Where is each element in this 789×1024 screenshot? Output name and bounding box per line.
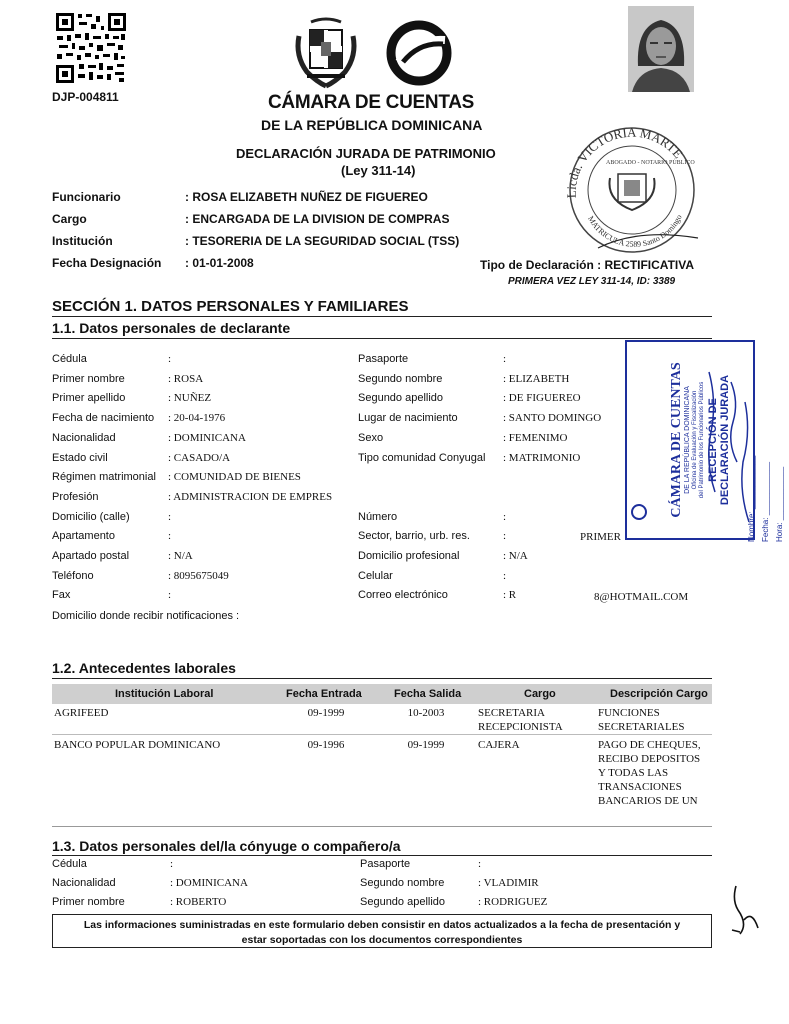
section2-rule [52,678,712,679]
label-funcionario: Funcionario [52,190,121,204]
personal-field-label: Estado civil [52,451,108,464]
personal-field-label: Régimen matrimonial [52,471,156,484]
margin-initials [728,880,764,940]
spouse-field-label: Primer nombre [52,896,125,908]
personal-field-value: : ROSA [168,372,204,385]
work-cell-in: 09-1996 [307,739,345,751]
personal-field-value: : [503,510,507,523]
spouse-field-value: : [478,858,482,870]
personal-field-value: : FEMENIMO [503,431,568,444]
personal-field-label: Cédula [52,353,87,365]
declarant-photo [628,6,694,92]
stamp-line5: RECEPCIÓN DE [707,398,719,482]
work-cell-desc: FUNCIONES SECRETARIALES [598,707,685,733]
spouse-field-label: Segundo nombre [360,877,445,889]
work-cell-out: 09-1999 [407,739,445,751]
spouse-field-value: : VLADIMIR [478,877,539,889]
personal-field-label: Sector, barrio, urb. res. [358,530,470,543]
work-row-divider [52,734,712,735]
personal-field-label: Fecha de nacimiento [52,412,155,425]
org-subtitle: DE LA REPÚBLICA DOMINICANA [261,117,483,133]
seal-text-bottom: MATRICULA 2589 Santo Domingo [586,213,684,249]
personal-field-label: Apartado postal [52,550,130,562]
spouse-field-label: Cédula [52,858,87,870]
section3-rule [52,855,712,856]
work-cell-desc: PAGO DE CHEQUES, RECIBO DEPOSITOS Y TODAS LAS TRANSACIONES BANCARIOS DE UN [598,739,701,807]
th-institucion: Institución Laboral [115,688,214,700]
notice-line2: estar soportadas con los documentos correspondientes [241,934,523,946]
personal-field-label: Nacionalidad [52,431,116,444]
personal-field-value: : DE FIGUEREO [503,392,581,405]
work-cell-inst: BANCO POPULAR DOMINICANO [54,739,221,751]
stamp-line2: DE LA REPÚBLICA DOMINICANA [684,386,691,494]
personal-field-label: Tipo comunidad Conyugal [358,451,486,464]
seal-emblem [609,174,654,210]
personal-field-value: : COMUNIDAD DE BIENES [168,471,301,484]
value-fecha-designacion: : 01-01-2008 [185,256,254,270]
personal-field-label: Domicilio profesional [358,550,460,562]
personal-field-value: : ELIZABETH [503,372,570,385]
personal-field-label: Primer apellido [52,392,126,405]
section2-title: 1.2. Antecedentes laborales [52,660,236,676]
spouse-field-value: : [170,858,174,870]
personal-field-label: Segundo apellido [358,392,444,405]
doc-title: DECLARACIÓN JURADA DE PATRIMONIO [236,146,496,161]
tipo-declaracion: Tipo de Declaración : RECTIFICATIVA [480,258,695,272]
qr-code [55,12,127,84]
personal-field-label: Teléfono [52,569,94,582]
section3-title: 1.3. Datos personales del/la cónyuge o compañero/a [52,838,401,854]
personal-field-value: : [503,569,507,582]
value-institucion: : TESORERIA DE LA SEGURIDAD SOCIAL (TSS) [185,234,460,248]
notice-line1: Las informaciones suministradas en este formulario deben consistir en datos actualizados a la fecha de presentación y [83,919,681,931]
work-cell-out: 10-2003 [407,707,445,719]
th-descripcion: Descripción Cargo [610,688,708,700]
coat-of-arms-icon [293,16,359,88]
personal-field-label: Profesión [52,490,99,503]
org-title: CÁMARA DE CUENTAS [268,92,475,113]
personal-field-value: : DOMINICANA [168,431,246,444]
section1-subrule [52,338,712,339]
sector-extra: PRIMER [580,531,621,543]
label-cargo: Cargo [52,212,87,226]
personal-field-label: Primer nombre [52,372,125,385]
spouse-field-label: Pasaporte [360,858,411,870]
stamp-hora: Hora: [775,522,784,542]
value-funcionario: : ROSA ELIZABETH NUÑEZ DE FIGUEREO [185,190,428,204]
spouse-field-value: : DOMINICANA [170,877,248,889]
personal-field-value: : [503,530,507,543]
primera-vez: PRIMERA VEZ LEY 311-14, ID: 3389 [508,276,676,287]
reception-stamp: CÁMARA DE CUENTAS DE LA REPÚBLICA DOMINICANA Oficina de Evaluación y Fiscalización del Patrimonio de los Funcionarios Públicos RECEPCIÓN DE DECLARACIÓN JURADA Nombre: ____________ Fecha: ____________ Hora: ____________ [625,340,755,540]
personal-field-label: Fax [52,589,71,602]
section1-title: SECCIÓN 1. DATOS PERSONALES Y FAMILIARES [52,298,409,315]
personal-field-value: : R [503,589,517,602]
personal-field-value: : ADMINISTRACION DE EMPRES [168,490,333,503]
notif-address: Domicilio donde recibir notificaciones : [52,610,240,622]
personal-field-label: Segundo nombre [358,372,443,385]
email-extra: 8@HOTMAIL.COM [594,591,689,603]
seal-text-top: Licda. VICTORIA MARTE [563,124,687,199]
spouse-field-value: : ROBERTO [170,896,227,908]
personal-field-value: : SANTO DOMINGO [503,412,602,425]
stamp-line3: Oficina de Evaluación y Fiscalización [692,390,698,490]
label-institucion: Institución [52,234,113,248]
personal-field-value: : [168,353,172,365]
stamp-handwriting [627,342,757,542]
work-table-bottom [52,826,712,827]
section1-subtitle: 1.1. Datos personales de declarante [52,320,291,336]
stamp-fecha: Fecha: [761,517,770,542]
law-ref: (Ley 311-14) [341,163,416,178]
personal-field-value: : MATRIMONIO [503,451,581,464]
personal-field-value: : [168,510,172,523]
personal-field-value: : N/A [503,550,528,562]
personal-field-value: : CASADO/A [168,451,231,464]
label-fecha-designacion: Fecha Designación [52,256,162,270]
personal-field-label: Sexo [358,431,384,444]
personal-field-value: : [168,530,172,543]
personal-field-value: : N/A [168,550,193,562]
notary-seal [558,118,704,258]
th-fecha-salida: Fecha Salida [394,688,462,700]
stamp-nombre: Nombre: [747,511,756,542]
personal-field-label: Correo electrónico [358,589,448,602]
spouse-field-label: Segundo apellido [360,896,446,908]
work-cell-in: 09-1999 [307,707,345,719]
seal-text-mid: ABOGADO - NOTARIO PÚBLICO [606,160,695,166]
personal-field-value: : 20-04-1976 [168,412,226,425]
spouse-field-value: : RODRIGUEZ [478,896,548,908]
work-cell-cargo: CAJERA [478,739,520,751]
work-cell-inst: AGRIFEED [54,707,109,719]
personal-field-label: Pasaporte [358,353,409,365]
personal-field-label: Lugar de nacimiento [358,412,458,425]
th-cargo: Cargo [524,688,556,700]
spouse-field-label: Nacionalidad [52,877,116,889]
personal-field-label: Domicilio (calle) [52,510,130,523]
stamp-line4: del Patrimonio de los Funcionarios Públicos [699,381,705,499]
personal-field-label: Apartamento [52,530,115,543]
value-cargo: : ENCARGADA DE LA DIVISION DE COMPRAS [185,212,450,226]
personal-field-label: Número [358,510,398,523]
notice-box [52,914,712,948]
camara-logo-icon [385,18,453,88]
personal-field-label: Celular [358,569,393,582]
personal-field-value: : 8095675049 [168,569,229,582]
stamp-line6: DECLARACIÓN JURADA [719,374,731,506]
work-cell-cargo: SECRETARIA RECEPCIONISTA [478,707,563,733]
doc-id: DJP-004811 [52,90,119,104]
personal-field-value: : NUÑEZ [168,392,212,405]
stamp-line1: CÁMARA DE CUENTAS [669,362,684,518]
personal-field-value: : [503,353,507,365]
th-fecha-entrada: Fecha Entrada [286,688,362,700]
section1-rule [52,316,712,317]
personal-field-value: : [168,589,172,602]
